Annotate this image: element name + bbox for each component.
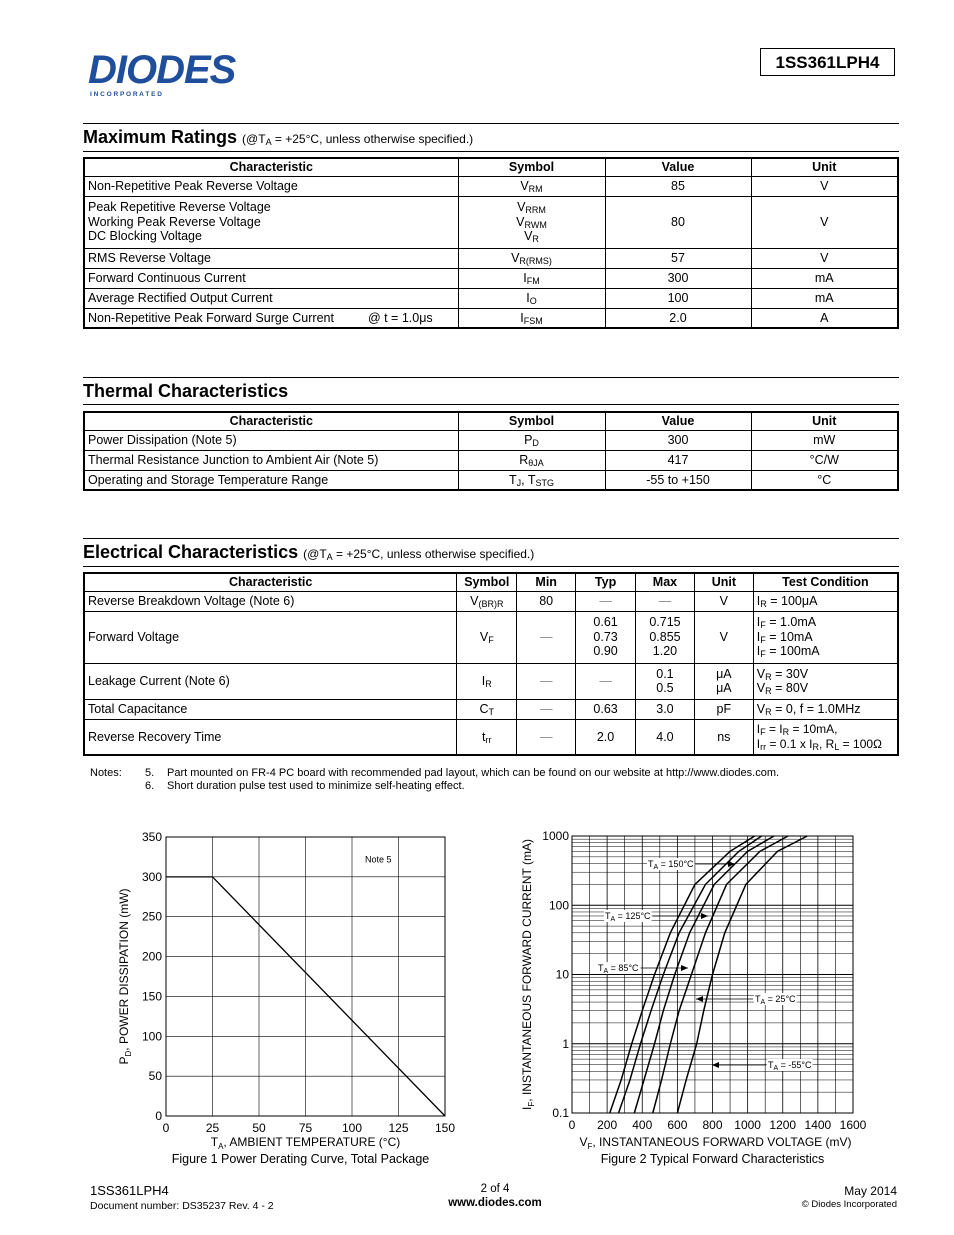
table-header-row: Characteristic Symbol Value Unit: [84, 412, 898, 430]
part-number-box: 1SS361LPH4: [760, 48, 895, 76]
series-label: $T_A = 125^\circ C$: [605, 911, 651, 923]
y-tick-label: 300: [141, 869, 162, 884]
x-tick-label: 25: [205, 1121, 220, 1135]
notes: Notes: 5. Part mounted on FR-4 PC board with recommended pad layout, which can be found on our website at http://www.diodes.com. 6. Short duration pulse test used to minimize self-heating effect.: [90, 767, 780, 792]
section-rule-bottom: [83, 404, 899, 405]
logo-sub: I N C O R P O R A T E D: [90, 91, 162, 98]
x-tick-label: 50: [252, 1121, 266, 1135]
footer-website-link[interactable]: www.diodes.com: [448, 1197, 542, 1209]
chart-title: Figure 2 Typical Forward Characteristics: [600, 1152, 825, 1166]
x-tick-label: 1600: [839, 1118, 867, 1132]
table-row: Non-Repetitive Peak Forward Surge Current @ t = 1.0μs $I_{FSM}$ 2.0 A: [84, 308, 898, 328]
chart-annotation: Note 5: [365, 854, 392, 865]
x-tick-label: 100: [341, 1121, 363, 1135]
y-tick-label: 50: [148, 1069, 162, 1084]
leader-arrow: [681, 965, 688, 971]
y-axis-label: $P_D$, POWER DISSIPATION (mW): [117, 888, 133, 1065]
electrical-heading: Electrical Characteristics ($@T_A = +25^\circ C$, unless otherwise specified.): [83, 542, 535, 562]
table-row: Thermal Resistance Junction to Ambient Air (Note 5) $R_{\theta JA}$ 417 °C/W: [84, 450, 898, 470]
y-tick-label: 0.1: [552, 1106, 569, 1120]
electrical-table: [83, 572, 899, 756]
y-tick-label: 100: [141, 1029, 162, 1044]
section-rule-top: [83, 538, 899, 539]
max-ratings-heading: Maximum Ratings ($@T_A = +25^\circ C$, unless otherwise specified.): [83, 127, 474, 147]
x-tick-label: 400: [632, 1118, 653, 1132]
x-tick-label: 1000: [734, 1118, 761, 1132]
diodes-logo: [88, 50, 263, 98]
leader-arrow: [701, 913, 708, 919]
footer-part-number: 1SS361LPH4: [90, 1183, 169, 1198]
figure2-forward-characteristics-chart: [515, 820, 885, 1172]
x-tick-label: 600: [667, 1118, 688, 1132]
table-row: Forward Continuous Current $I_{FM}$ 300 mA: [84, 268, 898, 288]
footer-copyright: © Diodes Incorporated: [801, 1199, 897, 1210]
x-tick-label: 0: [568, 1118, 576, 1132]
thermal-heading: Thermal Characteristics: [83, 381, 289, 401]
y-tick-label: 10: [555, 967, 569, 982]
table-row: Non-Repetitive Peak Reverse Voltage $V_{RM}$ 85 V: [84, 176, 898, 196]
x-axis-label: $T_A$, AMBIENT TEMPERATURE (°C): [210, 1135, 401, 1151]
leader-arrow: [712, 1062, 719, 1068]
y-tick-label: 0: [155, 1109, 162, 1123]
series-label: $T_A = -55^\circ C$: [768, 1060, 812, 1072]
chart-grid: [166, 837, 445, 1116]
table-header-row: Characteristic Symbol Min Typ Max Unit Test Condition: [84, 573, 898, 591]
series-label: $T_A = 85^\circ C$: [598, 963, 639, 975]
x-tick-label: 1400: [804, 1118, 832, 1132]
series-label: $T_A = 150^\circ C$: [648, 859, 694, 871]
table-header-row: Characteristic Symbol Value Unit: [84, 158, 898, 176]
x-tick-label: 0: [162, 1121, 170, 1135]
table-row: Reverse Breakdown Voltage (Note 6) $V_{(BR)R}$ 80 — — V $I_R = 100\mu A$: [84, 591, 898, 611]
section-rule-bottom: [83, 566, 899, 567]
y-tick-label: 1000: [542, 829, 569, 843]
leader-arrow: [728, 861, 735, 867]
x-tick-label: 150: [434, 1121, 456, 1135]
section-rule-bottom: [83, 151, 899, 152]
y-tick-label: 200: [141, 949, 162, 964]
series-labels: [597, 858, 813, 1072]
x-tick-label: 800: [702, 1118, 723, 1132]
x-tick-label: 75: [298, 1121, 313, 1135]
y-axis-label: $I_F$, INSTANTANEOUS FORWARD CURRENT (mA): [520, 839, 536, 1110]
y-tick-label: 150: [141, 989, 162, 1004]
table-row: Reverse Recovery Time $t_{rr}$ — 2.0 4.0 ns $I_F = I_R = 10mA$, $I_{rr} = 0.1$ x $I_R$, $R_L = 100\Omega$: [84, 719, 898, 755]
footer-date: May 2014: [844, 1184, 897, 1198]
footer-document-number: Document number: DS35237 Rev. 4 - 2: [90, 1200, 274, 1212]
x-tick-label: 1200: [769, 1118, 797, 1132]
chart-tick-labels: [142, 830, 455, 1135]
thermal-table: [83, 411, 899, 491]
table-row: Power Dissipation (Note 5) $P_D$ 300 mW: [84, 430, 898, 450]
table-row: RMS Reverse Voltage $V_{R(RMS)}$ 57 V: [84, 248, 898, 268]
table-row: Peak Repetitive Reverse Voltage Working Peak Reverse Voltage DC Blocking Voltage $V_{RRM}$ $V_{RWM}$ $V_R$ 80 V: [84, 196, 898, 248]
x-tick-label: 125: [388, 1121, 409, 1135]
x-axis-label: $V_F$, INSTANTANEOUS FORWARD VOLTAGE (mV): [579, 1135, 852, 1151]
section-rule-top: [83, 123, 899, 124]
y-tick-label: 250: [141, 909, 162, 924]
x-tick-label: 200: [597, 1118, 618, 1132]
footer-page-number: 2 of 4: [480, 1183, 510, 1195]
table-row: Operating and Storage Temperature Range $T_J$, $T_{STG}$ -55 to +150 °C: [84, 470, 898, 490]
table-row: Leakage Current (Note 6) $I_R$ — — 0.1 0.5 μA μA $V_R = 30V$ $V_R = 80V$: [84, 663, 898, 699]
leader-arrow: [696, 996, 703, 1002]
y-tick-label: 1: [562, 1036, 569, 1051]
table-row: Average Rectified Output Current $I_O$ 100 mA: [84, 288, 898, 308]
figure1-power-derating-chart: [100, 820, 480, 1172]
logo-text: DIODES: [88, 50, 236, 92]
max-ratings-table: [83, 157, 899, 329]
y-tick-label: 100: [548, 898, 569, 913]
chart-title: Figure 1 Power Derating Curve, Total Package: [171, 1152, 430, 1166]
y-tick-label: 350: [141, 830, 162, 844]
series-label: $T_A = 25^\circ C$: [755, 994, 796, 1006]
table-row: Forward Voltage $V_F$ — 0.61 0.73 0.90 0.715 0.855 1.20 V $I_F = 1.0mA$ $I_F = 10mA$ $I_F = 100mA$: [84, 611, 898, 663]
section-rule-top: [83, 377, 899, 378]
table-row: Total Capacitance $C_T$ — 0.63 3.0 pF $V_R = 0$, f = 1.0MHz: [84, 699, 898, 719]
